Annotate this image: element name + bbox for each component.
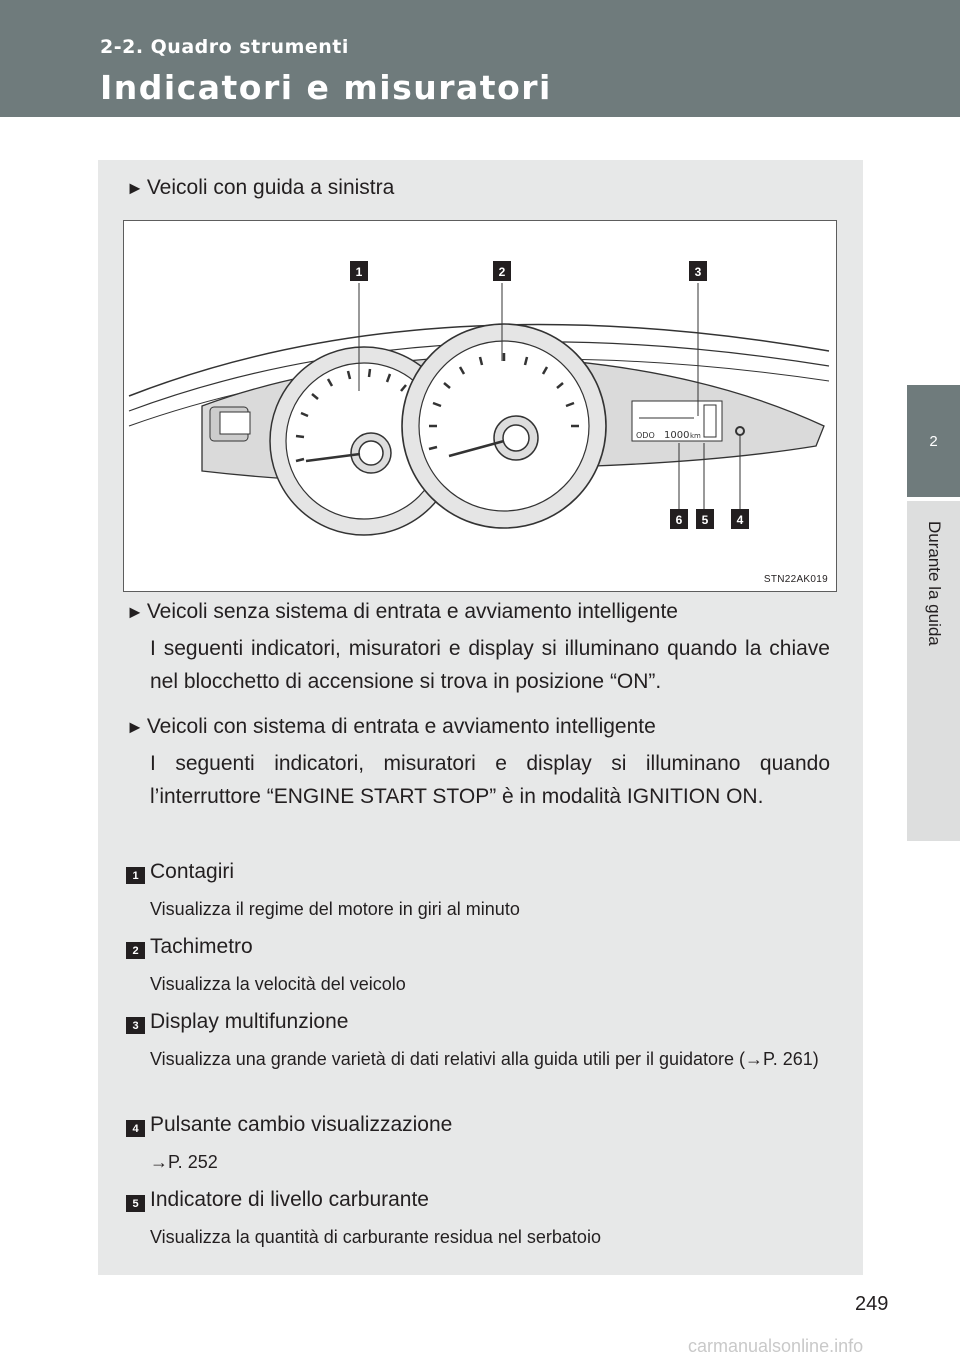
watermark: carmanualsonline.info — [688, 1336, 864, 1356]
figure-code: STN22AK019 — [760, 573, 832, 586]
item-title: Contagiri — [150, 860, 235, 883]
item-description: Visualizza la quantità di carburante residua nel serbatoio — [150, 1227, 601, 1247]
triangle-bullet-icon: ► — [126, 178, 144, 198]
smart-paragraph: I seguenti indicatori, misuratori e display si illuminano quando l’interruttore “ENGINE START STOP” è in modalità IGNITION ON. — [150, 752, 830, 808]
item-description: Visualizza la velocità del veicolo — [150, 974, 406, 994]
page-header — [0, 0, 960, 117]
item-title: Pulsante cambio visualizzazione — [150, 1113, 453, 1136]
triangle-bullet-icon: ► — [126, 602, 144, 622]
item-title: Display multifunzione — [150, 1010, 349, 1033]
triangle-bullet-icon: ► — [126, 717, 144, 737]
bullet-smart — [126, 715, 656, 739]
svg-text:5: 5 — [701, 513, 709, 527]
section-title: 2-2. Quadro strumenti — [100, 36, 349, 58]
svg-text:1: 1 — [355, 265, 363, 279]
bullet-no-smart — [126, 600, 678, 624]
svg-text:3: 3 — [694, 265, 702, 279]
item-description: →P. 252 — [150, 1152, 218, 1172]
bullet-no-smart-text: Veicoli senza sistema di entrata e avviamento intelligente — [146, 600, 678, 623]
bullet-smart-text: Veicoli con sistema di entrata e avviamento intelligente — [146, 715, 656, 738]
svg-text:4: 4 — [736, 513, 744, 527]
page-number: 249 — [855, 1293, 889, 1315]
callout-3 — [689, 261, 707, 281]
odo-unit: km — [690, 432, 701, 440]
item-number-badge: 5 — [126, 1195, 145, 1212]
callout-2 — [493, 261, 511, 281]
item-description: Visualizza il regime del motore in giri al minuto — [150, 899, 520, 919]
page-title: Indicatori e misuratori — [100, 68, 552, 107]
bullet-lhd-text: Veicoli con guida a sinistra — [146, 176, 395, 199]
bullet-lhd — [126, 176, 394, 200]
callout-5 — [696, 509, 714, 529]
instrument-cluster-figure — [123, 220, 837, 592]
svg-text:2: 2 — [498, 265, 506, 279]
item-title: Indicatore di livello carburante — [150, 1188, 429, 1211]
chapter-tab — [907, 117, 960, 1225]
odo-value: 1000 — [664, 430, 690, 441]
svg-text:6: 6 — [675, 513, 683, 527]
item-title: Tachimetro — [150, 935, 253, 958]
item-number-badge: 2 — [126, 942, 145, 959]
odo-label: ODO — [636, 431, 655, 440]
item-description: Visualizza una grande varietà di dati relativi alla guida utili per il guidatore (→P. 261) — [150, 1049, 819, 1069]
callout-4 — [731, 509, 749, 529]
content-panel — [98, 160, 863, 1275]
callout-1 — [350, 261, 368, 281]
chapter-number: 2 — [907, 385, 960, 497]
chapter-label-box — [907, 501, 960, 841]
item-number-badge: 3 — [126, 1017, 145, 1034]
callout-6 — [670, 509, 688, 529]
no-smart-paragraph: I seguenti indicatori, misuratori e display si illuminano quando la chiave nel blocchetto di accensione si trova in posizione “ON”. — [150, 637, 830, 693]
item-number-badge: 4 — [126, 1120, 145, 1137]
instrument-cluster-illustration — [124, 221, 836, 591]
chapter-label: Durante la guida — [925, 521, 944, 646]
item-number-badge: 1 — [126, 867, 145, 884]
